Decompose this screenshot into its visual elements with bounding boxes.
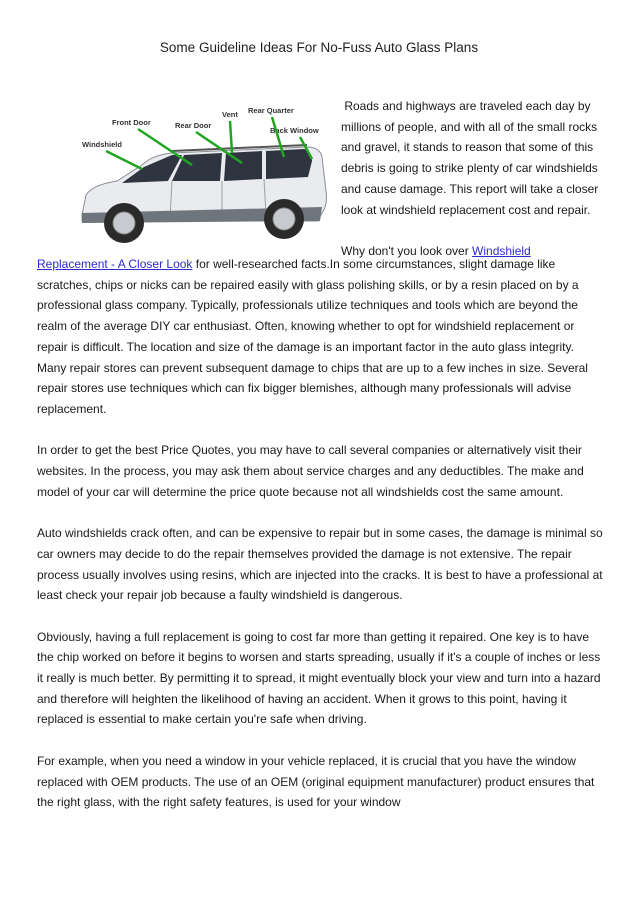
paragraph-link-rest: for well-researched facts.In some circumstances, slight damage like scratches, chips or nicks can be repaired easily with glass polishing skills, or by a resin placed on by a professional glass company. Typically, professionals utilize techniques and tools which are beyond the realm of the average DIY car enthusiast. Often, knowing whether to opt for windshield replacement or repair is difficult. The location and size of the damage is an important factor in the auto glass integrity. Many repair stores can prevent subsequent damage to chips that are up to a few inches in size. Several repair stores use techniques which can fix bigger blemishes, although many professionals will advise replacement. — [37, 257, 588, 416]
article-link-part1[interactable]: Windshield — [472, 243, 531, 258]
paragraph-crack-repair: Auto windshields crack often, and can be expensive to repair but in some cases, the damage is minimal so car owners may decide to do the repair themselves provided the damage is not extensive. The repair process usually involves using resins, which are injected into the cracks. It is best to have a professional at least check your repair job because a faulty windshield is dangerous. — [37, 526, 603, 603]
label-rear-door: Rear Door — [175, 121, 212, 130]
label-rear-quarter: Rear Quarter — [248, 106, 294, 115]
intro-text: Roads and highways are traveled each day by millions of people, and with all of the small rocks and gravel, it stands to reason that some of this debris is going to strike plenty of car windshields and cause damage. This report will take a closer look at windshield replacement cost and repair. — [341, 99, 599, 217]
arrow-windshield — [106, 151, 142, 169]
article-link-part2[interactable]: Replacement - A Closer Look — [37, 257, 193, 271]
article-body — [37, 254, 603, 834]
paragraph-full-replacement: Obviously, having a full replacement is going to cost far more than getting it repaired. One key is to have the chip worked on before it begins to worsen and starts spreading, usually if it's a couple of inches or less it really is much better. By permitting it to spread, it might eventually block your view and turn into a hazard and therefore will heighten the likelihood of having an accident. When it grows to this point, having it replaced is essential to make certain you're safe when driving. — [37, 629, 601, 727]
label-back-window: Back Window — [270, 126, 319, 135]
rear-quarter-glass — [266, 149, 312, 179]
document-title: Some Guideline Ideas For No-Fuss Auto Glass Plans — [159, 40, 479, 55]
paragraph-oem: For example, when you need a window in your vehicle replaced, it is crucial that you have the window replaced with OEM products. The use of an OEM (original equipment manufacturer) product ensures that the right glass, with the right safety features, is used for your window — [37, 753, 595, 810]
rear-wheel-rim — [273, 208, 295, 230]
intro-link-lead: Why don't you look over — [341, 243, 469, 258]
label-windshield: Windshield — [82, 140, 122, 149]
car-glass-diagram — [72, 95, 332, 265]
paragraph-link — [37, 254, 603, 420]
intro-paragraph — [341, 96, 603, 220]
intro-column — [341, 96, 603, 262]
front-wheel-rim — [113, 212, 135, 234]
label-vent: Vent — [222, 110, 238, 119]
paragraph-price-quotes: In order to get the best Price Quotes, you may have to call several companies or alternatively visit their websites. In the process, you may ask them about service charges and any deductibles. The make and model of your car will determine the price quote because not all windshields cost the same amount. — [37, 443, 584, 499]
label-front-door: Front Door — [112, 118, 151, 127]
